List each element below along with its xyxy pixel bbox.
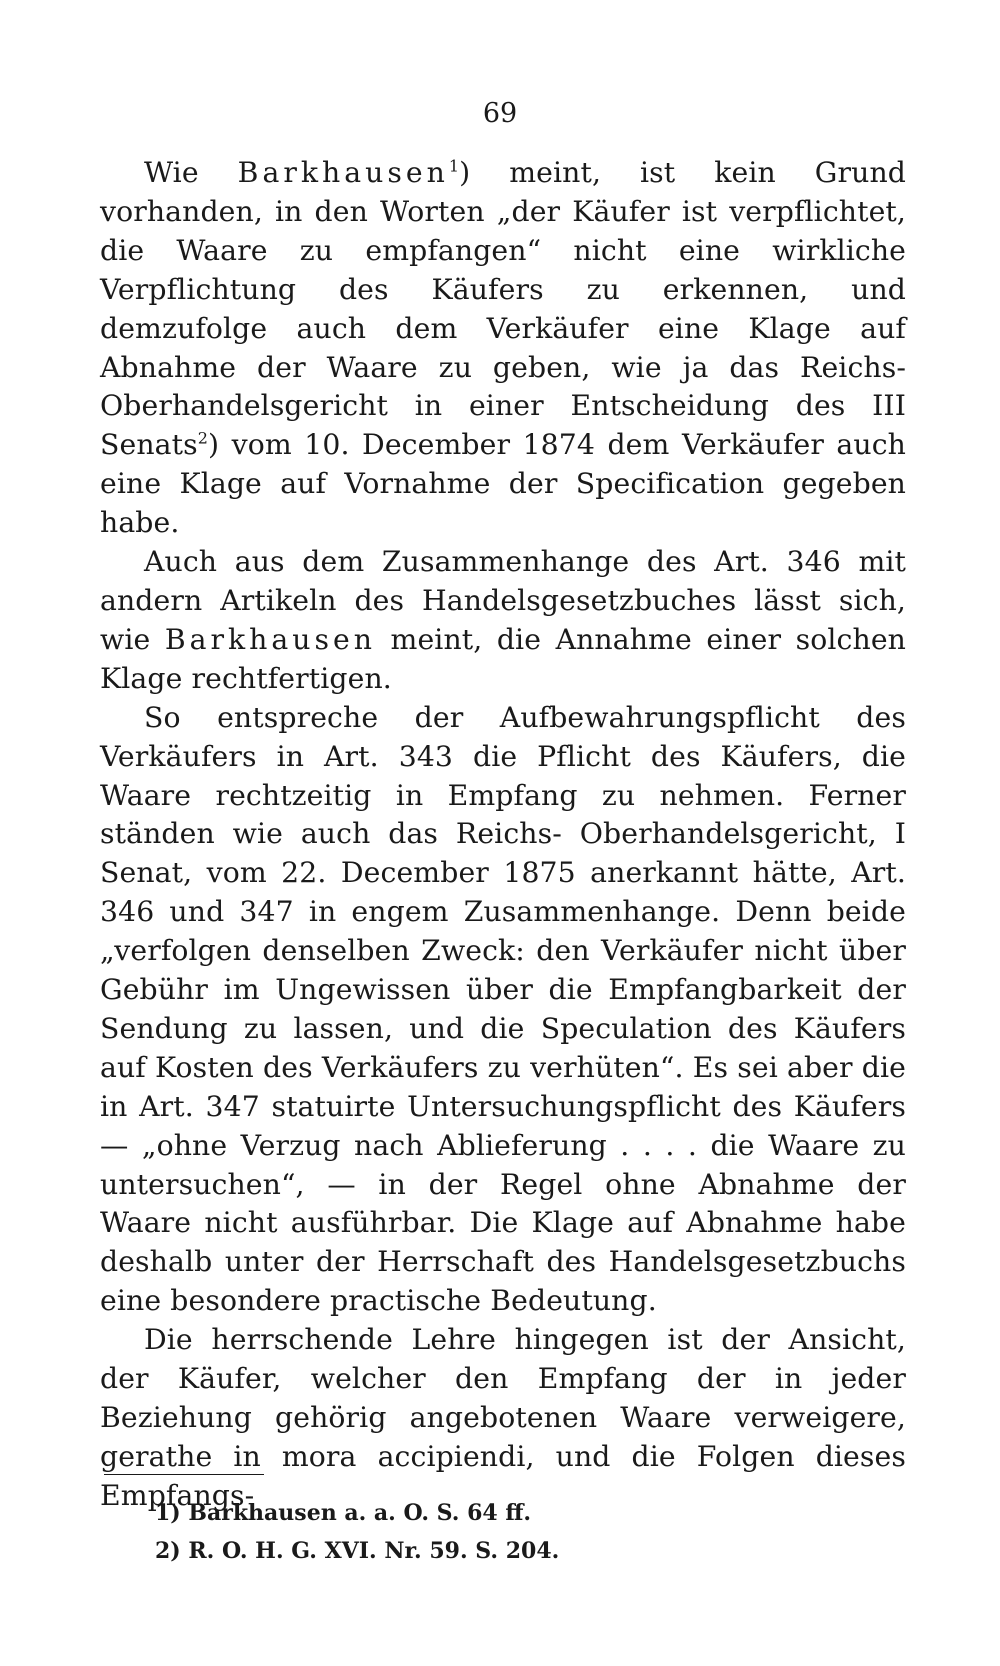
- author-name: Barkhausen: [237, 156, 449, 189]
- paragraph-1: [100, 154, 906, 543]
- body-text: [100, 154, 906, 1516]
- footnote-ref-1: 1: [448, 156, 460, 176]
- paragraph-2-lead: Auch aus dem Zusammenhange des Art. 346 mit andern Artikeln des Handelsgesetzbuches lässt sich, wie: [100, 545, 906, 656]
- page-number: 69: [482, 98, 518, 129]
- footnote-1: 1) Barkhausen a. a. O. S. 64 ff.: [155, 1500, 532, 1526]
- author-name: Barkhausen: [164, 622, 376, 656]
- paragraph-1-tail: ) vom 10. December 1874 dem Verkäufer auch eine Klage auf Vornahme der Specification gegeben habe.: [100, 428, 906, 540]
- footnote-2: 2) R. O. H. G. XVI. Nr. 59. S. 204.: [155, 1538, 560, 1564]
- paragraph-4: Die herrschende Lehre hingegen ist der Ansicht, der Käufer, welcher den Empfang der in jeder Beziehung gehörig angebotenen Waare verweigere, gerathe in mora accipiendi, und die Folgen dieses Empfangs-: [100, 1323, 906, 1512]
- footnotes: [155, 1494, 855, 1570]
- paragraph-2-tail: meint, die Annahme einer solchen Klage rechtfertigen.: [100, 622, 906, 695]
- paragraph-2: [100, 543, 906, 699]
- footnote-ref-2: 2: [197, 428, 208, 448]
- paragraph-1-lead: Wie: [144, 156, 238, 189]
- paragraph-3: So entspreche der Aufbewahrungspflicht des Verkäufers in Art. 343 die Pflicht des Käufers, die Waare rechtzeitig in Empfang zu nehmen. Ferner ständen wie auch das Reichs- Oberhandelsgericht, I Senat, vom 22. December 1875 anerkannt hätte, Art. 346 und 347 in engem Zusammenhange. Denn beide „verfolgen denselben Zweck: den Verkäufer nicht über Gebühr im Ungewissen über die Empfangbarkeit der Sendung zu lassen, und die Speculation des Käufers auf Kosten des Verkäufers zu verhüten“. Es sei aber die in Art. 347 statuirte Untersuchungspflicht des Käufers — „ohne Verzug nach Ablieferung . . . . die Waare zu untersuchen“, — in der Regel ohne Abnahme der Waare nicht ausführbar. Die Klage auf Abnahme habe deshalb unter der Herrschaft des Handelsgesetzbuchs eine besondere practische Bedeutung.: [100, 700, 906, 1318]
- footnote-divider: [104, 1474, 264, 1475]
- paragraph-1-text: ) meint, ist kein Grund vorhanden, in den Worten „der Käufer ist verpflichtet, die Waare zu empfangen“ nicht eine wirkliche Verpflichtung des Käufers zu erkennen, und demzufolge auch dem Verkäufer eine Klage auf Abnahme der Waare zu geben, wie ja das Reichs-Oberhandelsgericht in einer Entscheidung des III Senats: [100, 156, 907, 462]
